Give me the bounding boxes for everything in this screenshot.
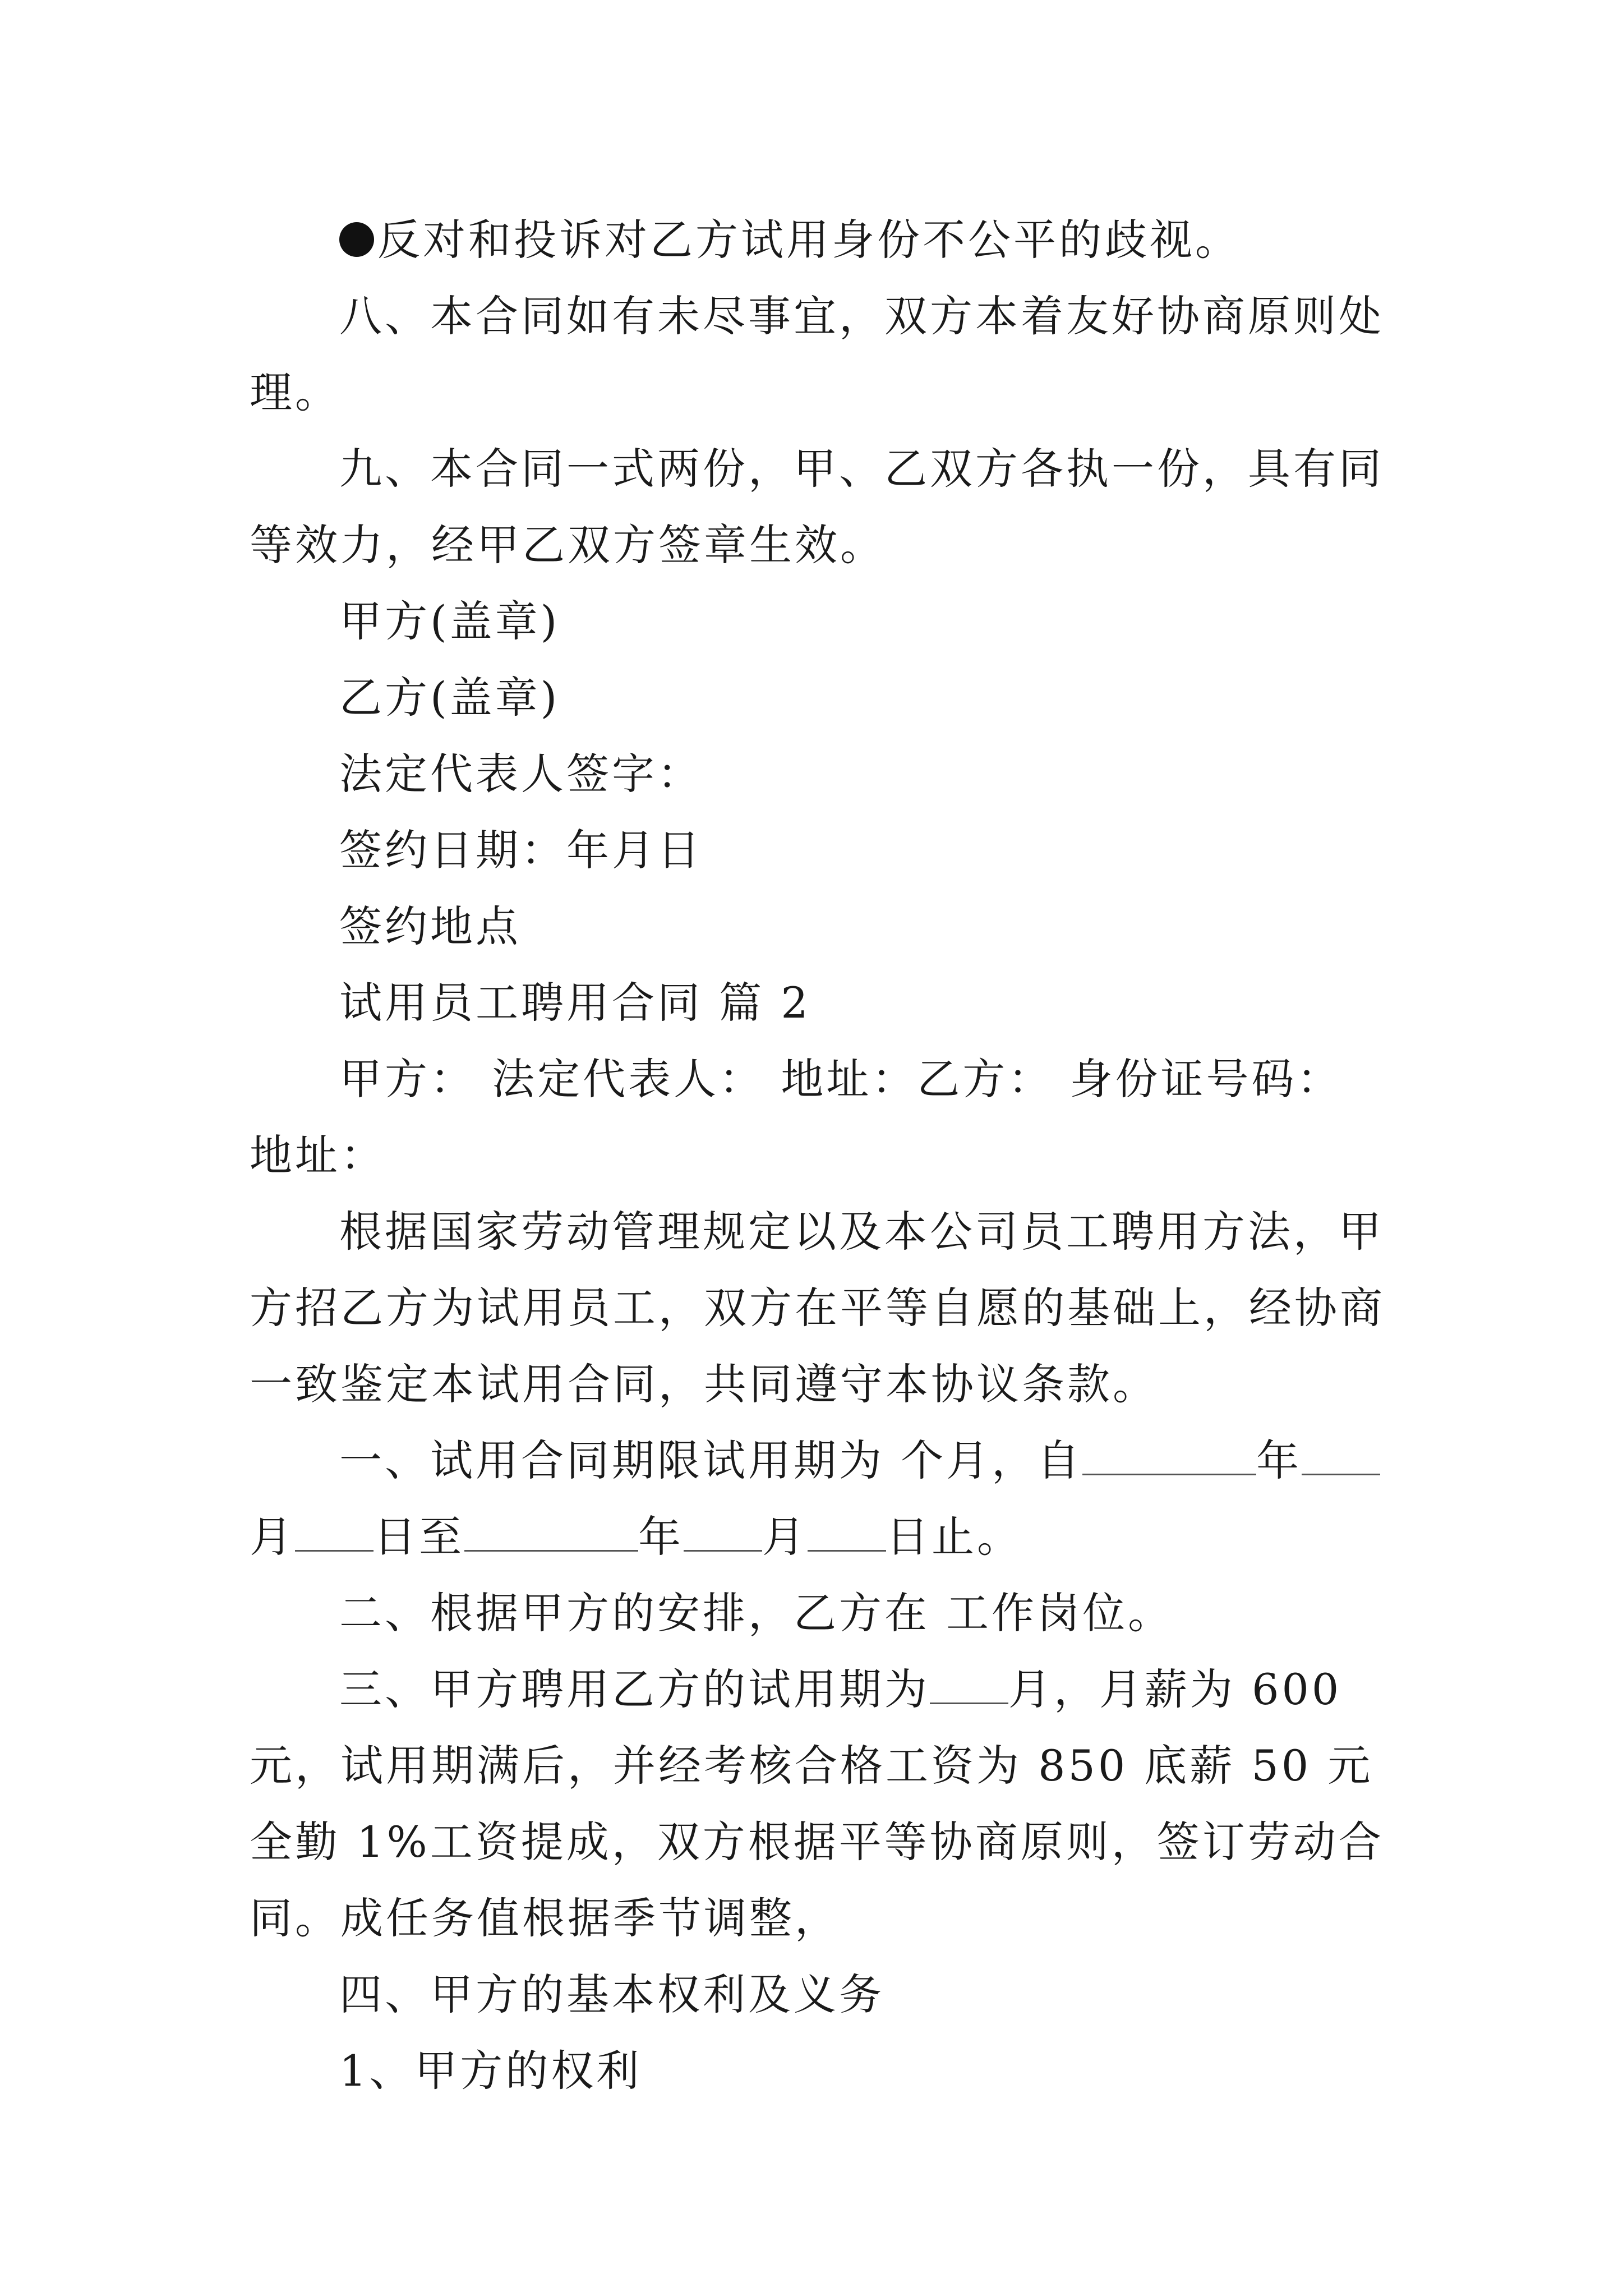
clause-text: 三、甲方聘用乙方的试用期为 <box>339 1664 930 1714</box>
paragraph-clause-3 <box>250 1651 1388 1957</box>
section-title: 试用员工聘用合同 篇 2 <box>339 978 811 1028</box>
paragraph-preamble: 根据国家劳动管理规定以及本公司员工聘用方法，甲方招乙方为试用员工，双方在平等自愿的基础上，经协商一致鉴定本试用合同，共同遵守本协议条款。 <box>250 1207 1385 1409</box>
clause-text: 月 <box>762 1512 808 1562</box>
blank-probation-months <box>930 1669 1008 1704</box>
paragraph-bullet-discrimination <box>250 202 1388 278</box>
clause-text: 日止。 <box>886 1512 1022 1562</box>
clause-text: 日至 <box>374 1512 464 1562</box>
bullet-icon <box>339 222 374 257</box>
blank-day-2 <box>808 1516 886 1552</box>
legal-representative-signature: 法定代表人签字： <box>339 749 703 799</box>
paragraph-clause-2: 二、根据甲方的安排，乙方在 工作岗位。 <box>339 1588 1174 1638</box>
signing-place: 签约地点 <box>339 901 521 951</box>
paragraph-text: 反对和投诉对乙方试用身份不公平的歧视。 <box>377 215 1241 265</box>
paragraph-clause-4: 四、甲方的基本权利及义务 <box>339 1970 884 2019</box>
paragraph-clause-1 <box>250 1423 1388 1575</box>
blank-year-1 <box>1082 1440 1256 1475</box>
blank-month-1 <box>1302 1440 1380 1475</box>
clause-text: 一、试用合同期限试用期为 个月，自 <box>339 1435 1083 1485</box>
party-b-seal: 乙方(盖章) <box>339 673 560 723</box>
party-a-seal: 甲方(盖章) <box>339 596 560 646</box>
blank-day-1 <box>295 1516 374 1552</box>
clause-text: 月，月薪为 600 元，试用期满后，并经考核合格工资为 850 底薪 50 元全勤 1%工资提成，双方根据平等协商原则，签订劳动合同。成任务值根据季节调整， <box>250 1664 1384 1943</box>
clause-text: 年 <box>638 1512 684 1562</box>
signing-date: 签约日期：年月日 <box>339 825 703 875</box>
parties-info: 甲方： 法定代表人： 地址：乙方： 身份证号码： 地址： <box>250 1054 1343 1180</box>
blank-year-2 <box>464 1516 638 1552</box>
document-body <box>250 202 1388 2109</box>
paragraph-clause-9: 九、本合同一式两份，甲、乙双方各执一份，具有同等效力，经甲乙双方签章生效。 <box>250 444 1384 570</box>
clause-text: 年 <box>1256 1435 1302 1485</box>
paragraph-clause-4-1: 1、甲方的权利 <box>339 2046 642 2096</box>
blank-month-2 <box>684 1516 762 1552</box>
clause-text: 月 <box>250 1512 295 1562</box>
paragraph-clause-8: 八、本合同如有未尽事宜，双方本着友好协商原则处理。 <box>250 291 1384 417</box>
